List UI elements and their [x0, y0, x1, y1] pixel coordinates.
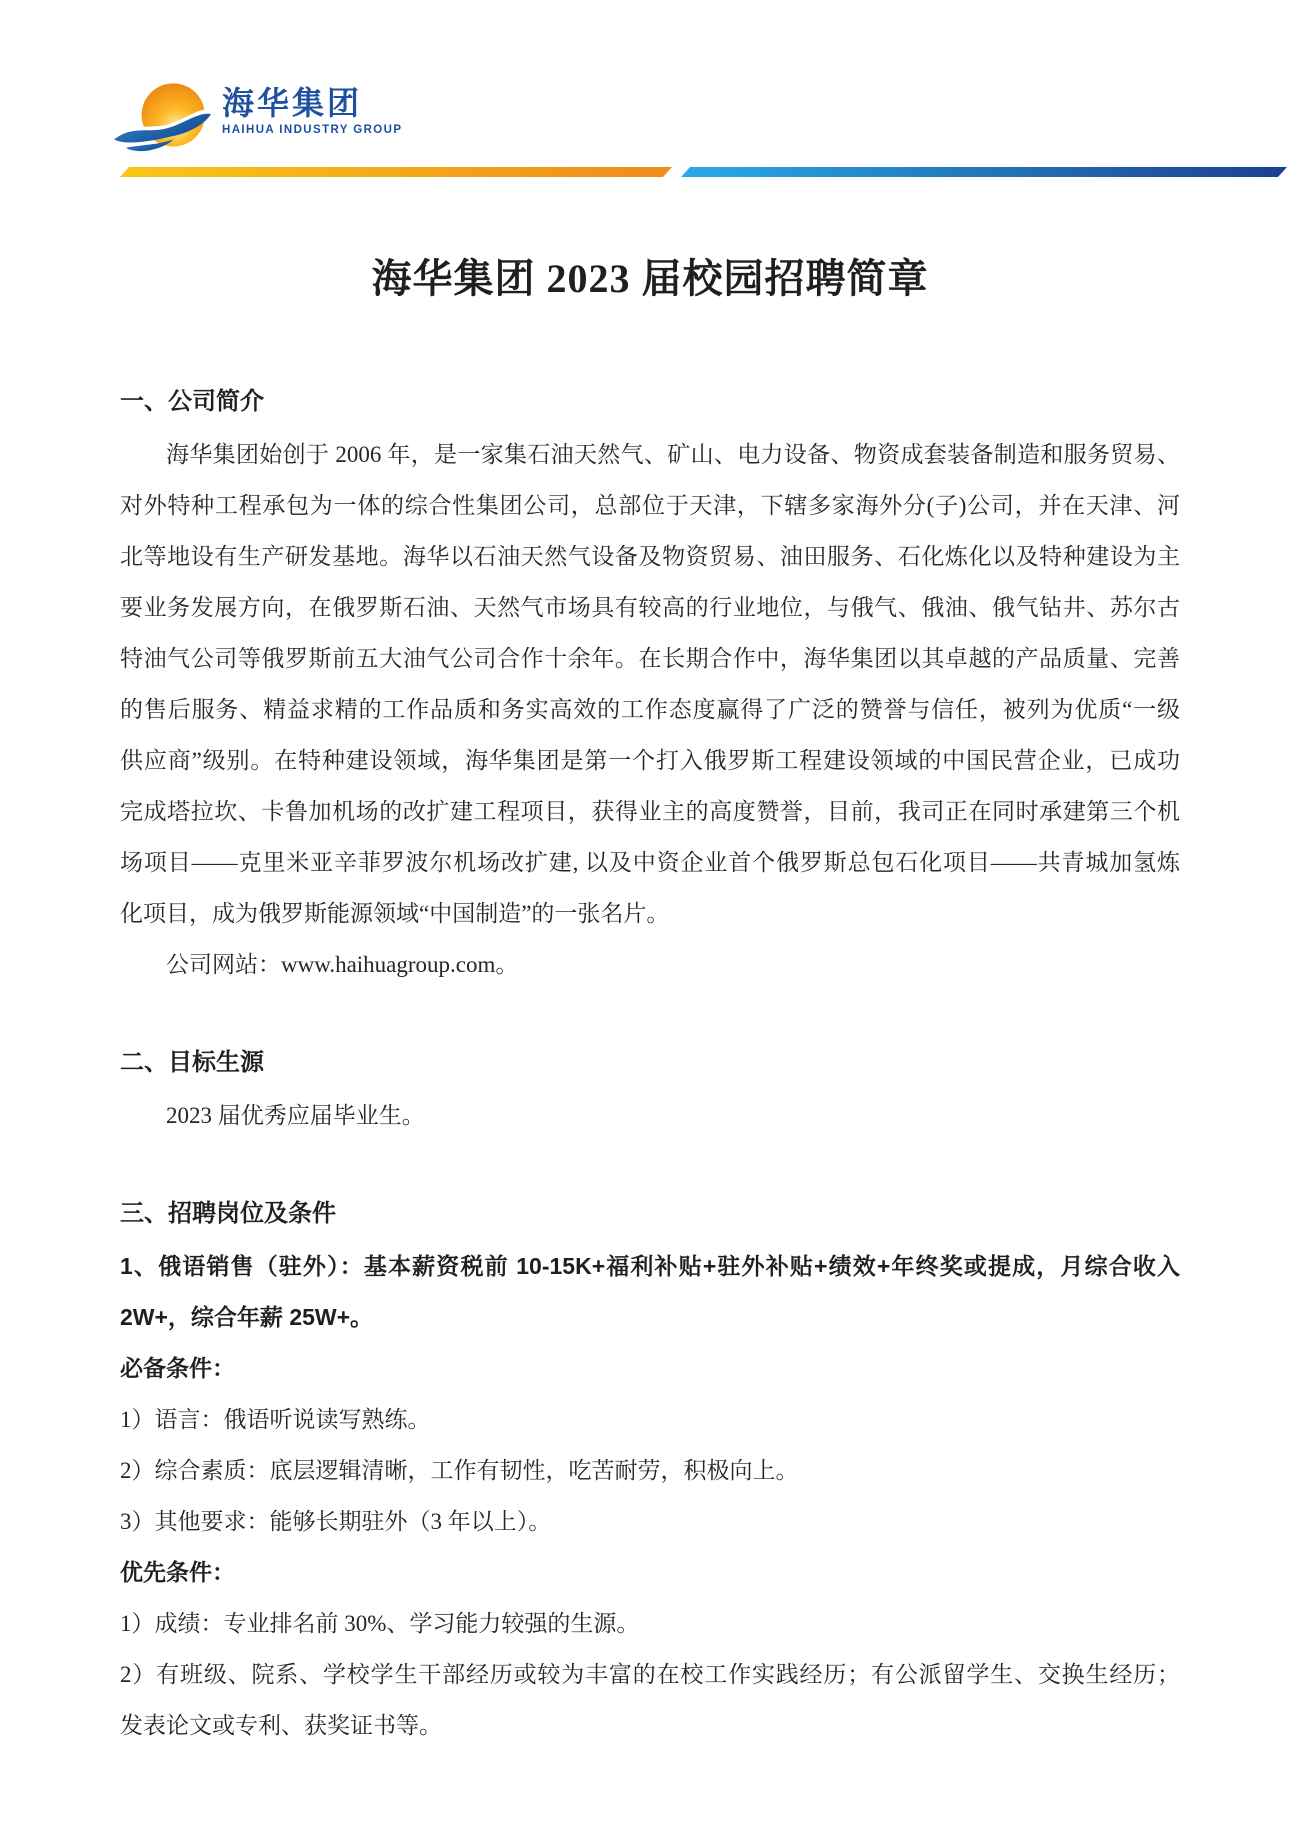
- section-heading: 三、招聘岗位及条件: [120, 1200, 336, 1227]
- text-line: 场项目——克里米亚辛菲罗波尔机场改扩建, 以及中资企业首个俄罗斯总包石化项目——共青城加氢炼: [120, 850, 1180, 875]
- section-heading: 一、公司简介: [120, 388, 264, 415]
- text-line: 完成塔拉坎、卡鲁加机场的改扩建工程项目，获得业主的高度赞誉，目前，我司正在同时承建第三个机: [120, 799, 1180, 824]
- bold-paragraph: [120, 1241, 1180, 1343]
- text-line: 要业务发展方向，在俄罗斯石油、天然气市场具有较高的行业地位，与俄气、俄油、俄气钻井、苏尔古: [120, 595, 1180, 620]
- paragraph: [120, 1598, 1180, 1649]
- document-content: [120, 0, 1180, 1751]
- text-line: 必备条件：: [120, 1355, 235, 1381]
- paragraph: [120, 1394, 1180, 1445]
- text-line: 1、俄语销售（驻外）：基本薪资税前 10-15K+福利补贴+驻外补贴+绩效+年终奖或提成，月综合收入: [120, 1253, 1180, 1279]
- text-line: 2023 届优秀应届毕业生。: [166, 1103, 425, 1128]
- bold-paragraph: [120, 1343, 1180, 1394]
- text-line: 北等地设有生产研发基地。海华以石油天然气设备及物资贸易、油田服务、石化炼化以及特种建设为主: [120, 544, 1180, 569]
- section-heading: 二、目标生源: [120, 1049, 264, 1076]
- text-line: 2W+，综合年薪 25W+。: [120, 1304, 374, 1330]
- text-line: 的售后服务、精益求精的工作品质和务实高效的工作态度赢得了广泛的赞誉与信任，被列为优质“一级: [120, 697, 1180, 722]
- text-line: 优先条件：: [120, 1559, 235, 1585]
- bold-paragraph: [120, 1547, 1180, 1598]
- paragraph: [120, 429, 1180, 939]
- text-line: 供应商”级别。在特种建设领域，海华集团是第一个打入俄罗斯工程建设领域的中国民营企业，已成功: [120, 748, 1180, 773]
- text-line: 对外特种工程承包为一体的综合性集团公司，总部位于天津，下辖多家海外分(子)公司，并在天津、河: [120, 493, 1180, 518]
- paragraph: [120, 1445, 1180, 1496]
- paragraph: [120, 1496, 1180, 1547]
- text-line: 3）其他要求：能够长期驻外（3 年以上）。: [120, 1509, 552, 1534]
- logo-company-name-en: HAIHUA INDUSTRY GROUP: [222, 124, 403, 136]
- text-line: 公司网站：www.haihuagroup.com。: [166, 952, 519, 977]
- document-body: [120, 387, 1180, 1751]
- text-line: 化项目，成为俄罗斯能源领域“中国制造”的一张名片。: [120, 901, 670, 926]
- text-line: 2）有班级、院系、学校学生干部经历或较为丰富的在校工作实践经历；有公派留学生、交换生经历；: [120, 1662, 1180, 1687]
- logo-company-name-cn: 海华集团: [222, 85, 363, 121]
- text-line: 1）语言：俄语听说读写熟练。: [120, 1407, 431, 1432]
- paragraph: [120, 1090, 1180, 1141]
- paragraph: [120, 939, 1180, 990]
- text-line: 海华集团始创于 2006 年，是一家集石油天然气、矿山、电力设备、物资成套装备制造和服务贸易、: [166, 442, 1180, 467]
- paragraph: [120, 1649, 1180, 1751]
- text-line: 2）综合素质：底层逻辑清晰，工作有韧性，吃苦耐劳，积极向上。: [120, 1458, 799, 1483]
- document-title: 海华集团 2023 届校园招聘简章: [371, 256, 929, 301]
- text-line: 发表论文或专利、获奖证书等。: [120, 1713, 442, 1738]
- text-line: 1）成绩：专业排名前 30%、学习能力较强的生源。: [120, 1611, 640, 1636]
- text-line: 特油气公司等俄罗斯前五大油气公司合作十余年。在长期合作中，海华集团以其卓越的产品质量、完善: [120, 646, 1180, 671]
